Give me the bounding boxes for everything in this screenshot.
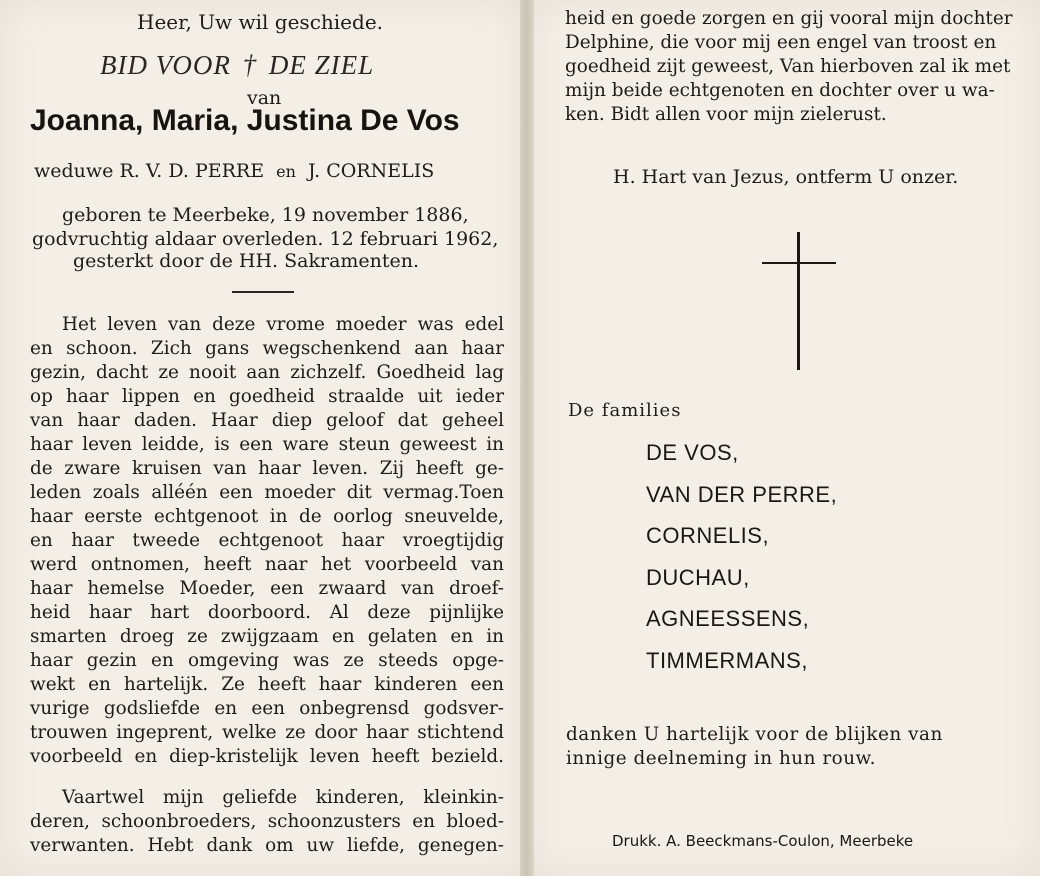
continuation-line: goedheid zijt geweest, Van hierboven zal ik met [565, 56, 1011, 77]
continuation-line: Delphine, die voor mij een engel van troost en [565, 32, 997, 53]
paragraph-line: haar hemelse Moeder, een zwaard van droef- [30, 578, 504, 599]
family-name: DUCHAU, [646, 565, 750, 590]
paragraph-line: werd ontnomen, heeft naar het voorbeeld van [30, 554, 504, 575]
paragraph-line: haar gezin en omgeving was ze steeds opge- [30, 650, 504, 671]
paragraph-line: Vaartwel mijn geliefde kinderen, kleinkin- [62, 787, 504, 808]
thanks-line: innige deelneming in hun rouw. [566, 748, 876, 769]
family-name: CORNELIS, [646, 523, 770, 548]
paragraph-line: en haar tweede echtgenoot haar vroegtijdig [30, 530, 504, 551]
paragraph-line: smarten droeg ze zwijgzaam en gelaten en in [30, 626, 504, 647]
paragraph-line: haar leven leidde, is een ware steun geweest in [30, 434, 504, 455]
family-name: VAN DER PERRE, [646, 482, 838, 507]
printer-credit: Drukk. A. Beeckmans-Coulon, Meerbeke [612, 832, 914, 850]
deceased-name: Joanna, Maria, Justina De Vos [30, 104, 460, 137]
paragraph-line: voorbeeld en diep-kristelijk leven heeft bezield. [30, 746, 504, 767]
family-name: DE VOS, [646, 440, 739, 465]
continuation-line: mijn beide echtgenoten en dochter over u wa- [565, 80, 995, 101]
cross-symbol-icon: † [242, 50, 258, 80]
bid-voor-heading [100, 50, 374, 81]
paragraph-line: van haar daden. Haar diep geloof dat geheel [30, 410, 504, 431]
bid-voor-text: BID VOOR [100, 50, 231, 80]
thanks-line: danken U hartelijk voor de blijken van [566, 724, 943, 745]
paragraph-line: wekt en hartelijk. Ze heeft haar kinderen een [30, 674, 504, 695]
paragraph-line: verwanten. Hebt dank om uw liefde, genegen- [30, 835, 504, 856]
separator-rule [232, 291, 294, 293]
paragraph-line: Het leven van deze vrome moeder was edel [62, 314, 504, 335]
widow-second: J. CORNELIS [307, 160, 435, 182]
paragraph-line: en schoon. Zich gans wegschenkend aan haar [30, 338, 504, 359]
birth-line: geboren te Meerbeke, 19 november 1886, [62, 204, 469, 226]
paragraph-line: gezin, dacht ze nooit aan zichzelf. Goedheid lag [30, 362, 504, 383]
widow-prefix: weduwe R. V. D. PERRE [34, 160, 265, 182]
paragraph-line: vurige godsliefde en een onbegrensd godsver- [30, 698, 504, 719]
paragraph-line: heid haar hart doorboord. Al deze pijnlijke [30, 602, 504, 623]
widow-line [34, 160, 434, 182]
death-line: godvruchtig aldaar overleden. 12 februari 1962, [32, 228, 499, 250]
families-intro: De families [568, 400, 682, 421]
cross-icon [797, 232, 800, 370]
widow-and: en [276, 162, 296, 181]
invocation-line: H. Hart van Jezus, ontferm U onzer. [613, 166, 959, 188]
continuation-line: heid en goede zorgen en gij vooral mijn dochter [565, 8, 1013, 29]
paragraph-line: haar eerste echtgenoot in de oorlog sneuvelde, [30, 506, 504, 527]
page-fold [520, 0, 534, 876]
sacraments-line: gesterkt door de HH. Sakramenten. [73, 250, 420, 272]
family-name: TIMMERMANS, [646, 648, 808, 673]
prayer-line: Heer, Uw wil geschiede. [137, 10, 384, 34]
continuation-line: ken. Bidt allen voor mijn zielerust. [565, 104, 887, 125]
paragraph-line: trouwen ingeprent, welke ze door haar stichtend [30, 722, 504, 743]
paragraph-line: deren, schoonbroeders, schoonzusters en bloed- [30, 811, 504, 832]
de-ziel-text: DE ZIEL [268, 50, 375, 80]
paragraph-line: leden zoals alléén een moeder dit vermag.Toen [30, 482, 504, 503]
paragraph-line: de zware kruisen van haar leven. Zij heeft ge- [30, 458, 504, 479]
cross-icon-bar [762, 262, 836, 264]
family-name: AGNEESSENS, [646, 606, 810, 631]
paragraph-line: op haar lippen en goedheid straalde uit ieder [30, 386, 504, 407]
van-line: van [247, 87, 282, 109]
